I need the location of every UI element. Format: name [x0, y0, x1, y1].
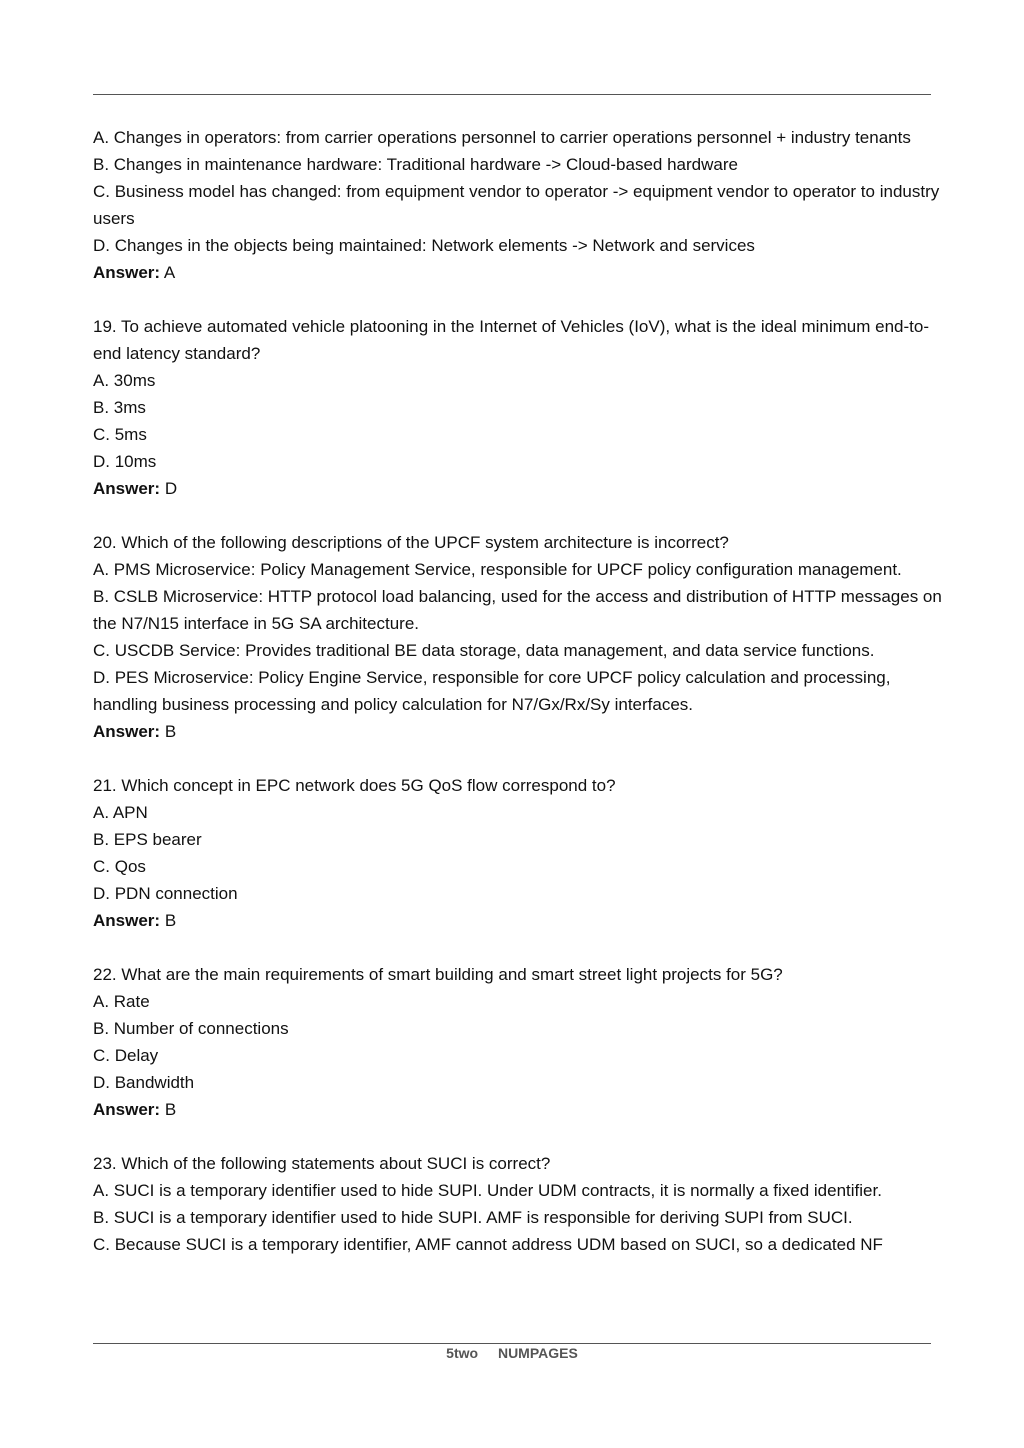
answer-value: B: [164, 1100, 177, 1119]
answer-label: Answer:: [93, 479, 161, 498]
question-block: [93, 529, 943, 745]
answer-value: D: [164, 479, 178, 498]
page-footer: [0, 1345, 1024, 1361]
option-text: B. SUCI is a temporary identifier used to hide SUPI. AMF is responsible for deriving SUPI from SUCI.: [93, 1208, 853, 1227]
answer-line: [93, 259, 943, 286]
question-text: 19. To achieve automated vehicle platooning in the Internet of Vehicles (IoV), what is the ideal minimum end-to-end latency standard?: [93, 317, 929, 363]
answer-label: Answer:: [93, 722, 161, 741]
question-block: [93, 772, 943, 934]
question-text: 21. Which concept in EPC network does 5G QoS flow correspond to?: [93, 776, 616, 795]
answer-line: [93, 718, 943, 745]
document-body: [93, 124, 943, 1285]
header-rule: [93, 94, 931, 95]
option-text: A. PMS Microservice: Policy Management Service, responsible for UPCF policy configuration management.: [93, 560, 902, 579]
option-text: A. Rate: [93, 992, 150, 1011]
question-block: [93, 1150, 943, 1258]
option-text: B. Changes in maintenance hardware: Traditional hardware -> Cloud-based hardware: [93, 155, 738, 174]
option-text: A. SUCI is a temporary identifier used to hide SUPI. Under UDM contracts, it is normally a fixed identifier.: [93, 1181, 882, 1200]
page-count: NUMPAGES: [497, 1345, 578, 1361]
answer-label: Answer:: [93, 911, 161, 930]
option-text: D. 10ms: [93, 452, 157, 471]
option-text: D. Changes in the objects being maintained: Network elements -> Network and services: [93, 236, 755, 255]
option-text: C. USCDB Service: Provides traditional BE data storage, data management, and data service functions.: [93, 641, 875, 660]
option-text: D. Bandwidth: [93, 1073, 195, 1092]
option-text: B. Number of connections: [93, 1019, 289, 1038]
question-block: [93, 313, 943, 502]
option-text: A. Changes in operators: from carrier operations personnel to carrier operations personnel + industry tenants: [93, 128, 911, 147]
question-text: 22. What are the main requirements of smart building and smart street light projects for 5G?: [93, 965, 783, 984]
answer-label: Answer:: [93, 263, 161, 282]
answer-value: A: [163, 263, 176, 282]
option-text: A. APN: [93, 803, 148, 822]
answer-line: [93, 475, 943, 502]
question-text: 20. Which of the following descriptions of the UPCF system architecture is incorrect?: [93, 533, 729, 552]
option-text: B. 3ms: [93, 398, 146, 417]
option-text: C. Qos: [93, 857, 146, 876]
answer-label: Answer:: [93, 1100, 161, 1119]
option-text: C. Delay: [93, 1046, 159, 1065]
option-text: C. Because SUCI is a temporary identifier, AMF cannot address UDM based on SUCI, so a dedicated NF: [93, 1235, 883, 1254]
option-text: D. PES Microservice: Policy Engine Service, responsible for core UPCF policy calculation and processing, handling business processing and policy calculation for N7/Gx/Rx/Sy interfaces.: [93, 668, 891, 714]
question-block: [93, 124, 943, 286]
answer-value: B: [164, 722, 177, 741]
answer-line: [93, 907, 943, 934]
option-text: D. PDN connection: [93, 884, 238, 903]
question-text: 23. Which of the following statements about SUCI is correct?: [93, 1154, 551, 1173]
question-block: [93, 961, 943, 1123]
option-text: B. EPS bearer: [93, 830, 202, 849]
answer-line: [93, 1096, 943, 1123]
footer-rule: [93, 1343, 931, 1344]
option-text: C. Business model has changed: from equipment vendor to operator -> equipment vendor to operator to industry users: [93, 182, 940, 228]
page-number: 5two: [446, 1345, 479, 1361]
option-text: B. CSLB Microservice: HTTP protocol load balancing, used for the access and distribution of HTTP messages on the N7/N15 interface in 5G SA architecture.: [93, 587, 942, 633]
option-text: A. 30ms: [93, 371, 156, 390]
answer-value: B: [164, 911, 177, 930]
option-text: C. 5ms: [93, 425, 147, 444]
